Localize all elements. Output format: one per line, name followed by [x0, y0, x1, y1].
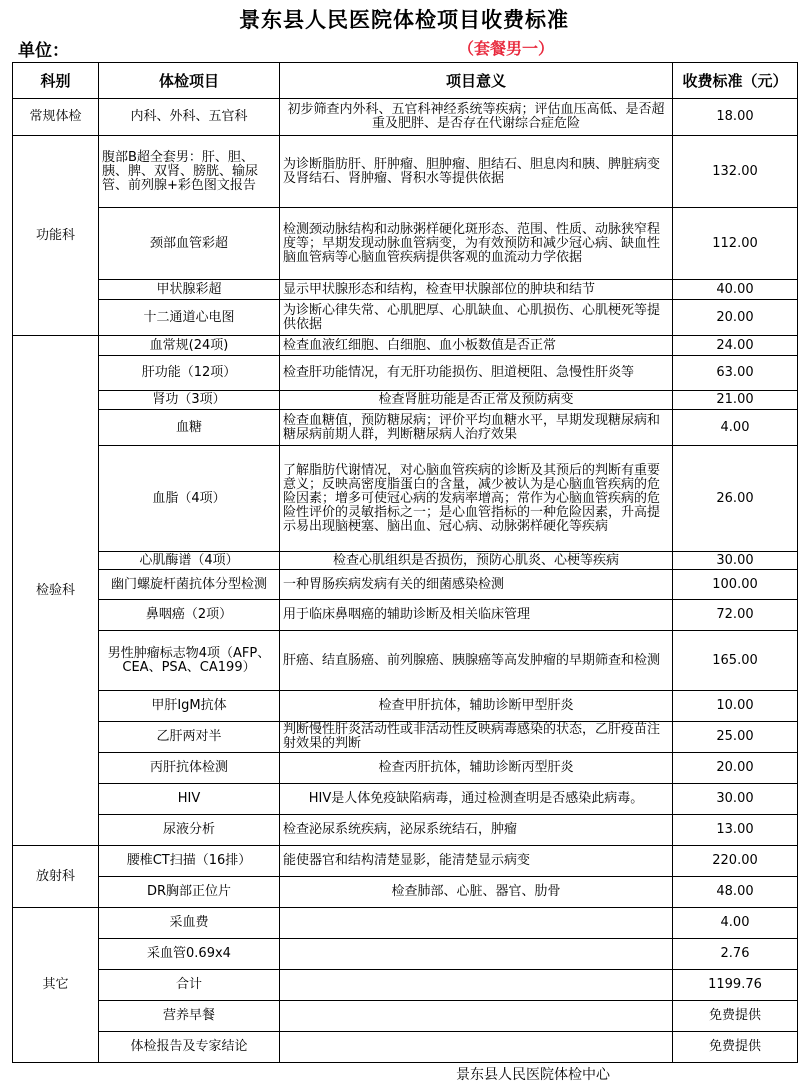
meaning-cell: 检测颈动脉结构和动脉粥样硬化斑形态、范围、性质、动脉狭窄程度等；早期发现动脉血管病变，为有效预防和减少冠心病、缺血性脑血管病等心脑血管疾病提供客观的血流动力学依据: [280, 208, 673, 280]
table-row: [13, 99, 798, 136]
category-cell: 常规体检: [13, 99, 99, 136]
meaning-cell: 检查血液红细胞、白细胞、血小板数值是否正常: [280, 336, 673, 356]
fee-cell: 25.00: [673, 722, 798, 753]
table-row: [13, 815, 798, 846]
fee-cell: 30.00: [673, 784, 798, 815]
category-cell: 检验科: [13, 336, 99, 846]
meaning-cell: 肝癌、结直肠癌、前列腺癌、胰腺癌等高发肿瘤的早期筛查和检测: [280, 631, 673, 691]
item-cell: 十二通道心电图: [99, 300, 280, 336]
fee-cell: 2.76: [673, 939, 798, 970]
table-row: [13, 410, 798, 446]
meaning-cell: [280, 939, 673, 970]
meaning-cell: 初步筛查内外科、五官科神经系统等疾病；评估血压高低、是否超重及肥胖、是否存在代谢综合症危险: [280, 99, 673, 136]
table-row: [13, 631, 798, 691]
item-cell: 血常规(24项): [99, 336, 280, 356]
table-row: [13, 939, 798, 970]
meaning-cell: 显示甲状腺形态和结构，检查甲状腺部位的肿块和结节: [280, 280, 673, 300]
item-cell: 营养早餐: [99, 1001, 280, 1032]
fee-cell: 48.00: [673, 877, 798, 908]
fee-cell: 20.00: [673, 300, 798, 336]
table-row: [13, 784, 798, 815]
item-cell: DR胸部正位片: [99, 877, 280, 908]
fee-cell: 40.00: [673, 280, 798, 300]
item-cell: 肾功（3项）: [99, 391, 280, 410]
fee-cell: 132.00: [673, 136, 798, 208]
meaning-cell: 为诊断心律失常、心肌肥厚、心肌缺血、心肌损伤、心肌梗死等提供依据: [280, 300, 673, 336]
footer-org-name: 景东县人民医院体检中心: [456, 1067, 610, 1083]
item-cell: 丙肝抗体检测: [99, 753, 280, 784]
table-row: [13, 446, 798, 552]
fee-cell: 1199.76: [673, 970, 798, 1001]
table-row: [13, 970, 798, 1001]
fee-cell: 21.00: [673, 391, 798, 410]
meaning-cell: 一种胃肠疾病发病有关的细菌感染检测: [280, 570, 673, 600]
fee-cell: 112.00: [673, 208, 798, 280]
table-row: [13, 600, 798, 631]
item-cell: 体检报告及专家结论: [99, 1032, 280, 1063]
header-meaning: 项目意义: [280, 63, 673, 99]
item-cell: 甲肝IgM抗体: [99, 691, 280, 722]
meaning-cell: 能使器官和结构清楚显影，能清楚显示病变: [280, 846, 673, 877]
meaning-cell: 检查甲肝抗体，辅助诊断甲型肝炎: [280, 691, 673, 722]
meaning-cell: [280, 1001, 673, 1032]
table-row: [13, 356, 798, 391]
table-row: [13, 722, 798, 753]
category-cell: 放射科: [13, 846, 99, 908]
header-fee: 收费标准（元）: [673, 63, 798, 99]
meaning-cell: 用于临床鼻咽癌的辅助诊断及相关临床管理: [280, 600, 673, 631]
header-category: 科别: [13, 63, 99, 99]
meaning-cell: 检查泌尿系统疾病，泌尿系统结石，肿瘤: [280, 815, 673, 846]
fee-cell: 165.00: [673, 631, 798, 691]
fee-cell: 4.00: [673, 908, 798, 939]
meaning-cell: [280, 970, 673, 1001]
item-cell: 鼻咽癌（2项）: [99, 600, 280, 631]
fee-cell: 4.00: [673, 410, 798, 446]
item-cell: HIV: [99, 784, 280, 815]
meaning-cell: 检查肝功能情况，有无肝功能损伤、胆道梗阻、急慢性肝炎等: [280, 356, 673, 391]
meaning-cell: 为诊断脂肪肝、肝肿瘤、胆肿瘤、胆结石、胆息肉和胰、脾脏病变及肾结石、肾肿瘤、肾积水等提供依据: [280, 136, 673, 208]
table-row: [13, 552, 798, 570]
fee-cell: 免费提供: [673, 1032, 798, 1063]
meaning-cell: 检查丙肝抗体，辅助诊断丙型肝炎: [280, 753, 673, 784]
meaning-cell: 检查肺部、心脏、器官、肋骨: [280, 877, 673, 908]
item-cell: 血糖: [99, 410, 280, 446]
meaning-cell: 检查肾脏功能是否正常及预防病变: [280, 391, 673, 410]
category-cell: 其它: [13, 908, 99, 1063]
item-cell: 腰椎CT扫描（16排）: [99, 846, 280, 877]
item-cell: 内科、外科、五官科: [99, 99, 280, 136]
header-item: 体检项目: [99, 63, 280, 99]
item-cell: 腹部B超全套男：肝、胆、胰、脾、双肾、膀胱、输尿管、前列腺+彩色图文报告: [99, 136, 280, 208]
fee-cell: 100.00: [673, 570, 798, 600]
item-cell: 尿液分析: [99, 815, 280, 846]
table-row: [13, 570, 798, 600]
item-cell: 颈部血管彩超: [99, 208, 280, 280]
fee-cell: 220.00: [673, 846, 798, 877]
table-row: [13, 1001, 798, 1032]
table-row: [13, 300, 798, 336]
table-row: [13, 280, 798, 300]
fee-cell: 63.00: [673, 356, 798, 391]
fee-cell: 20.00: [673, 753, 798, 784]
table-row: [13, 336, 798, 356]
table-row: [13, 877, 798, 908]
table-row: [13, 1032, 798, 1063]
table-header-row: [13, 63, 798, 99]
fee-cell: 72.00: [673, 600, 798, 631]
item-cell: 甲状腺彩超: [99, 280, 280, 300]
table-row: [13, 846, 798, 877]
meaning-cell: 检查心肌组织是否损伤，预防心肌炎、心梗等疾病: [280, 552, 673, 570]
meaning-cell: 判断慢性肝炎活动性或非活动性反映病毒感染的状态，乙肝疫苗注射效果的判断: [280, 722, 673, 753]
meaning-cell: 检查血糖值，预防糖尿病；评价平均血糖水平，早期发现糖尿病和糖尿病前期人群，判断糖尿病人治疗效果: [280, 410, 673, 446]
table-row: [13, 753, 798, 784]
fee-table: [12, 62, 798, 1063]
table-row: [13, 691, 798, 722]
meaning-cell: [280, 908, 673, 939]
fee-cell: 24.00: [673, 336, 798, 356]
item-cell: 采血管0.69x4: [99, 939, 280, 970]
package-name: （套餐男一）: [458, 39, 555, 58]
item-cell: 心肌酶谱（4项）: [99, 552, 280, 570]
item-cell: 血脂（4项）: [99, 446, 280, 552]
table-row: [13, 136, 798, 208]
table-row: [13, 908, 798, 939]
category-cell: 功能科: [13, 136, 99, 336]
item-cell: 幽门螺旋杆菌抗体分型检测: [99, 570, 280, 600]
item-cell: 乙肝两对半: [99, 722, 280, 753]
meaning-cell: [280, 1032, 673, 1063]
fee-cell: 18.00: [673, 99, 798, 136]
meaning-cell: 了解脂肪代谢情况，对心脑血管疾病的诊断及其预后的判断有重要意义；反映高密度脂蛋白的含量，减少被认为是心脑血管疾病的危险因素；增多可使冠心病的发病率增高；常作为心脑血管疾病的危险性评价的灵敏指标之一；是心血管指标的一种危险因素，升高提示易出现脑梗塞、脑出血、冠心病、动脉粥样硬化等疾病: [280, 446, 673, 552]
unit-label: 单位：: [18, 41, 69, 61]
table-row: [13, 208, 798, 280]
fee-cell: 10.00: [673, 691, 798, 722]
item-cell: 采血费: [99, 908, 280, 939]
meaning-cell: HIV是人体免疫缺陷病毒，通过检测查明是否感染此病毒。: [280, 784, 673, 815]
fee-cell: 免费提供: [673, 1001, 798, 1032]
fee-cell: 26.00: [673, 446, 798, 552]
item-cell: 男性肿瘤标志物4项（AFP、CEA、PSA、CA199）: [99, 631, 280, 691]
item-cell: 合计: [99, 970, 280, 1001]
fee-cell: 30.00: [673, 552, 798, 570]
item-cell: 肝功能（12项）: [99, 356, 280, 391]
page-title: 景东县人民医院体检项目收费标准: [239, 8, 569, 32]
table-row: [13, 391, 798, 410]
fee-cell: 13.00: [673, 815, 798, 846]
